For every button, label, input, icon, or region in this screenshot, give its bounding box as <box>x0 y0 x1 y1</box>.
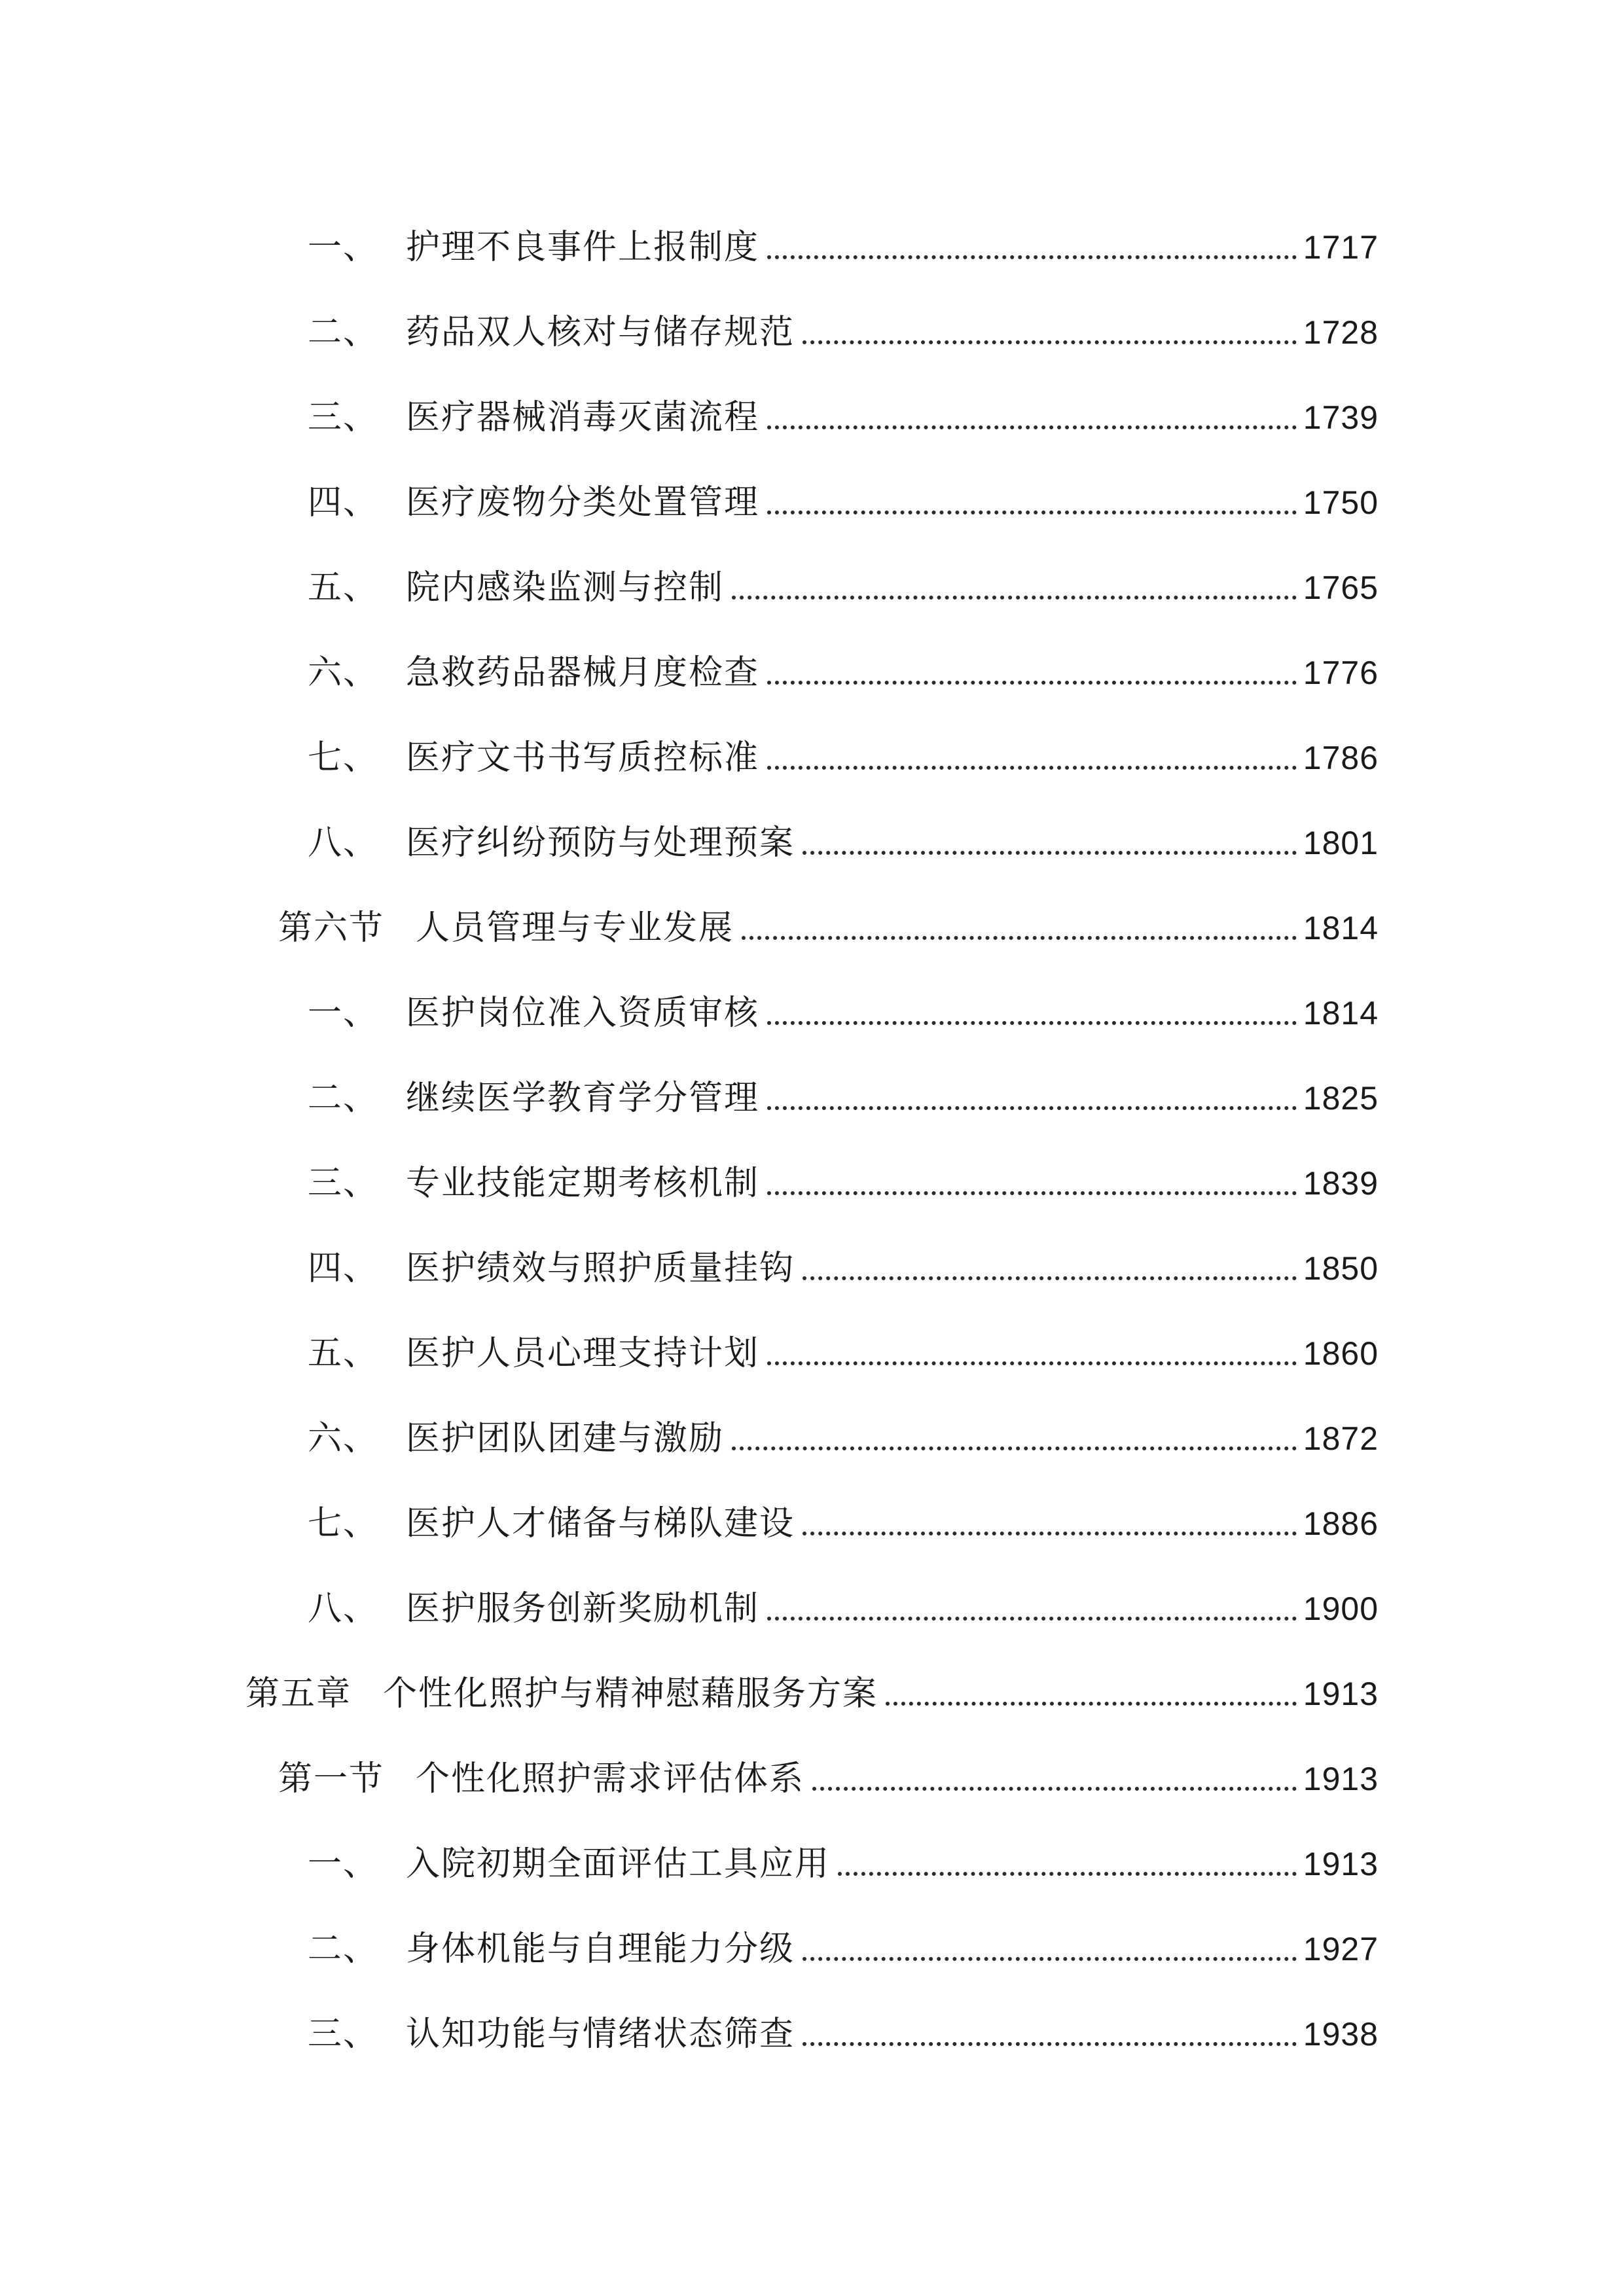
toc-entry[interactable] <box>0 281 1624 353</box>
toc-entry-number: 第六节 <box>278 908 385 948</box>
toc-entry-title[interactable]: 医疗器械消毒灭菌流程 <box>406 398 760 437</box>
dot-leader <box>767 1361 1297 1365</box>
toc-entry-page-number[interactable]: 1776 <box>1303 655 1379 691</box>
toc-entry-number: 四、 <box>308 483 379 522</box>
toc-entry-line <box>308 1843 1379 1885</box>
toc-entry-line <box>308 226 1379 268</box>
toc-entry[interactable] <box>0 1983 1624 2055</box>
toc-entry-number: 第一节 <box>278 1759 385 1799</box>
toc-entry-line <box>308 397 1379 439</box>
toc-entry-number: 一、 <box>308 994 379 1033</box>
toc-entry-title[interactable]: 医护服务创新奖励机制 <box>406 1589 760 1628</box>
toc-entry-page-number[interactable]: 1825 <box>1303 1080 1379 1117</box>
toc-entry-line <box>308 1077 1379 1119</box>
toc-entry-page-number[interactable]: 1913 <box>1303 1676 1379 1712</box>
toc-entry-page-number[interactable]: 1913 <box>1303 1846 1379 1882</box>
toc-entry[interactable] <box>0 1047 1624 1119</box>
dot-leader <box>767 511 1297 514</box>
dot-leader <box>767 1191 1297 1195</box>
toc-entry-number: 三、 <box>308 398 379 437</box>
dot-leader <box>803 851 1297 855</box>
dot-leader <box>803 2042 1297 2046</box>
toc-entry-number: 一、 <box>308 1844 379 1884</box>
toc-entry-line <box>308 2013 1379 2055</box>
toc-entry-number: 三、 <box>308 2015 379 2054</box>
toc-entry-line <box>278 907 1379 949</box>
toc-entry-title[interactable]: 药品双人核对与储存规范 <box>406 313 795 352</box>
toc-entry-page-number[interactable]: 1765 <box>1303 569 1379 606</box>
toc-entry-page-number[interactable]: 1927 <box>1303 1931 1379 1967</box>
toc-entry-line <box>308 992 1379 1034</box>
toc-entry-page-number[interactable]: 1938 <box>1303 2016 1379 2053</box>
toc-entry-title[interactable]: 医护岗位准入资质审核 <box>406 994 760 1033</box>
toc-entry-page-number[interactable]: 1801 <box>1303 825 1379 861</box>
dot-leader <box>767 681 1297 685</box>
toc-entry-number: 七、 <box>308 738 379 778</box>
toc-entry-number: 第五章 <box>245 1674 352 1713</box>
toc-entry-page-number[interactable]: 1850 <box>1303 1250 1379 1287</box>
toc-entry-number: 七、 <box>308 1504 379 1543</box>
toc-entry[interactable] <box>0 1302 1624 1374</box>
toc-entry[interactable] <box>0 452 1624 524</box>
toc-entry[interactable] <box>0 1728 1624 1800</box>
toc-entry[interactable] <box>0 1217 1624 1289</box>
toc-entry-title[interactable]: 入院初期全面评估工具应用 <box>406 1844 831 1884</box>
toc-entry-line <box>308 1418 1379 1460</box>
toc-entry-title[interactable]: 急救药品器械月度检查 <box>406 653 760 692</box>
toc-entry-line <box>308 1333 1379 1374</box>
dot-leader <box>767 1021 1297 1025</box>
toc-entry-page-number[interactable]: 1872 <box>1303 1420 1379 1457</box>
toc-entry-page-number[interactable]: 1717 <box>1303 229 1379 266</box>
toc-entry[interactable] <box>0 367 1624 439</box>
toc-entry-page-number[interactable]: 1728 <box>1303 314 1379 351</box>
toc-entry-title[interactable]: 医护人才储备与梯队建设 <box>406 1504 795 1543</box>
toc-entry-line <box>308 1247 1379 1289</box>
toc-entry-title[interactable]: 医护绩效与照护质量挂钩 <box>406 1249 795 1288</box>
toc-entry[interactable] <box>0 1132 1624 1204</box>
toc-entry-line <box>308 1928 1379 1970</box>
toc-entry[interactable] <box>0 1898 1624 1970</box>
dot-leader <box>767 1617 1297 1621</box>
toc-entry[interactable] <box>0 962 1624 1034</box>
toc-entry-page-number[interactable]: 1750 <box>1303 484 1379 521</box>
dot-leader <box>767 255 1297 259</box>
toc-entry-title[interactable]: 医疗文书书写质控标准 <box>406 738 760 778</box>
toc-entry[interactable] <box>0 707 1624 779</box>
toc-entry[interactable] <box>0 1473 1624 1545</box>
toc-entry-title[interactable]: 专业技能定期考核机制 <box>406 1164 760 1203</box>
toc-entry-line <box>308 1503 1379 1545</box>
dot-leader <box>838 1872 1297 1876</box>
toc-entry-page-number[interactable]: 1900 <box>1303 1590 1379 1627</box>
toc-entry-number: 六、 <box>308 1419 379 1458</box>
toc-entry-line <box>308 822 1379 864</box>
toc-entry-number: 三、 <box>308 1164 379 1203</box>
toc-entry-page-number[interactable]: 1860 <box>1303 1335 1379 1372</box>
toc-entry-title[interactable]: 个性化照护需求评估体系 <box>416 1759 805 1799</box>
toc-entry-line <box>278 1758 1379 1800</box>
toc-entry[interactable] <box>0 196 1624 268</box>
toc-entry-number: 二、 <box>308 1929 379 1969</box>
dot-leader <box>767 1106 1297 1110</box>
toc-entry-page-number[interactable]: 1739 <box>1303 399 1379 436</box>
toc-entry[interactable] <box>0 1643 1624 1715</box>
dot-leader <box>803 1276 1297 1280</box>
dot-leader <box>886 1702 1297 1706</box>
toc-entry-number: 一、 <box>308 228 379 267</box>
toc-entry[interactable] <box>0 622 1624 694</box>
dot-leader <box>732 596 1297 600</box>
toc-entry-page-number[interactable]: 1886 <box>1303 1505 1379 1542</box>
dot-leader <box>812 1787 1297 1791</box>
dot-leader <box>767 425 1297 429</box>
toc-entry-number: 六、 <box>308 653 379 692</box>
toc-entry-page-number[interactable]: 1814 <box>1303 995 1379 1031</box>
toc-entry-title[interactable]: 院内感染监测与控制 <box>406 568 725 607</box>
toc-entry-title[interactable]: 护理不良事件上报制度 <box>406 228 760 267</box>
toc-entry-page-number[interactable]: 1839 <box>1303 1165 1379 1202</box>
toc-entry-number: 八、 <box>308 823 379 863</box>
toc-entry-line <box>245 1673 1379 1715</box>
toc-entry-line <box>308 652 1379 694</box>
toc-entry-page-number[interactable]: 1786 <box>1303 740 1379 776</box>
toc-entry[interactable] <box>0 537 1624 609</box>
toc-entry-page-number[interactable]: 1913 <box>1303 1761 1379 1797</box>
toc-entry[interactable] <box>0 1558 1624 1630</box>
toc-entry-page-number[interactable]: 1814 <box>1303 910 1379 946</box>
dot-leader <box>803 1957 1297 1961</box>
toc-entry-line <box>308 312 1379 353</box>
toc-entry[interactable] <box>0 792 1624 864</box>
toc-entry-number: 二、 <box>308 1079 379 1118</box>
toc-entry-title[interactable]: 个性化照护与精神慰藉服务方案 <box>383 1674 878 1713</box>
toc-entry-number: 四、 <box>308 1249 379 1288</box>
toc-entry[interactable] <box>0 877 1624 949</box>
toc-entry-number: 八、 <box>308 1589 379 1628</box>
toc-entry-title[interactable]: 继续医学教育学分管理 <box>406 1079 760 1118</box>
toc-entry-title[interactable]: 医疗纠纷预防与处理预案 <box>406 823 795 863</box>
toc-entry-title[interactable]: 医疗废物分类处置管理 <box>406 483 760 522</box>
toc-entry-line <box>308 737 1379 779</box>
toc-entry-line <box>308 482 1379 524</box>
toc-entry[interactable] <box>0 1813 1624 1885</box>
dot-leader <box>803 340 1297 344</box>
toc-entry-title[interactable]: 认知功能与情绪状态筛查 <box>406 2015 795 2054</box>
toc-entry-line <box>308 1162 1379 1204</box>
toc-entry-title[interactable]: 医护人员心理支持计划 <box>406 1334 760 1373</box>
dot-leader <box>767 766 1297 770</box>
dot-leader <box>742 936 1297 940</box>
toc-entry-number: 五、 <box>308 568 379 607</box>
toc-entry-line <box>308 567 1379 609</box>
toc-entry-number: 二、 <box>308 313 379 352</box>
dot-leader <box>732 1446 1297 1450</box>
dot-leader <box>803 1532 1297 1535</box>
toc-entry-title[interactable]: 医护团队团建与激励 <box>406 1419 725 1458</box>
toc-entry-line <box>308 1588 1379 1630</box>
toc-entry-number: 五、 <box>308 1334 379 1373</box>
toc-entry[interactable] <box>0 1388 1624 1460</box>
toc-entry-title[interactable]: 人员管理与专业发展 <box>416 908 734 948</box>
toc-entry-title[interactable]: 身体机能与自理能力分级 <box>406 1929 795 1969</box>
